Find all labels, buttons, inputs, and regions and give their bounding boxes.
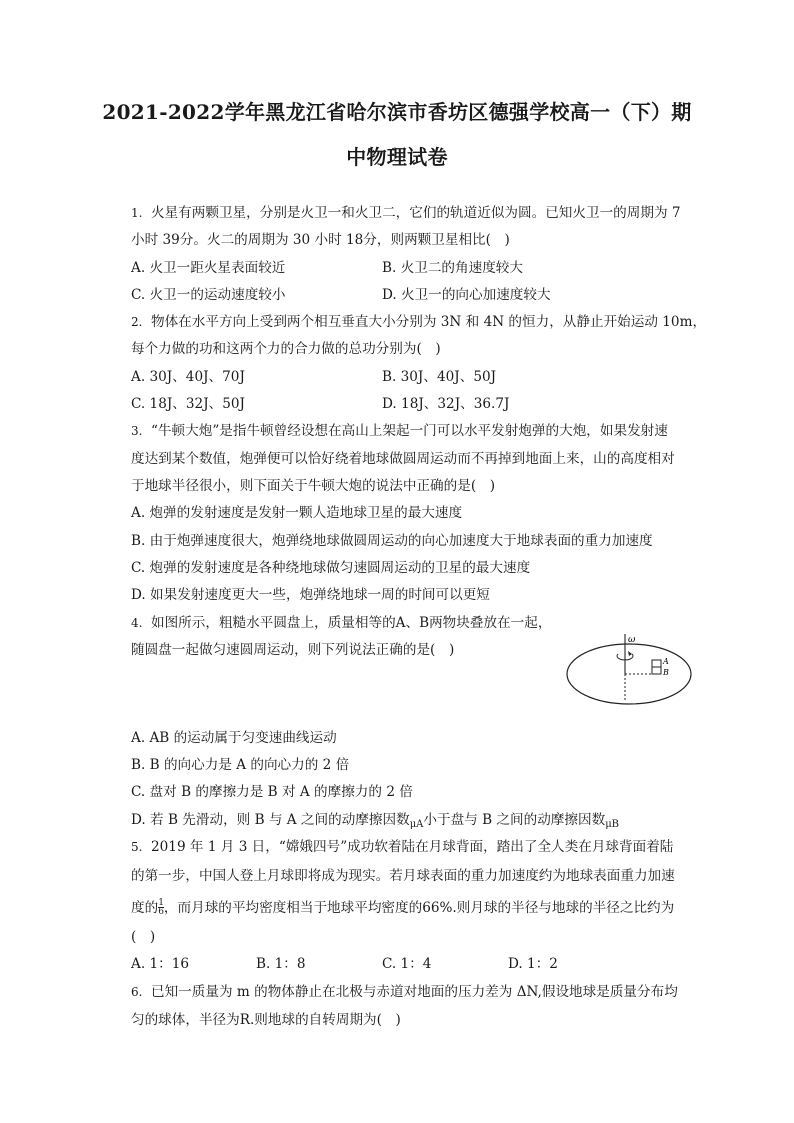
question-3-text (131, 421, 668, 441)
question-3-option-c: C. 炮弹的发射速度是各种绕地球做匀速圆周运动的卫星的最大速度 (131, 560, 531, 576)
block-b (652, 667, 661, 674)
question-5-line-3-pre: 度的 (131, 900, 159, 916)
page-title-line-2: 中物理试卷 (346, 145, 448, 169)
question-5-option-a: A. 1：16 (131, 956, 189, 972)
question-5-option-b: B. 1：8 (256, 956, 306, 972)
question-2-option-d: D. 18J、32J、36.7J (382, 396, 510, 412)
question-4-option-a: A. AB 的运动属于匀变速曲线运动 (131, 730, 337, 746)
question-2-option-b: B. 30J、40J、50J (382, 369, 497, 385)
question-6-line-1: 已知一质量为 m 的物体静止在北极与赤道对地面的压力差为 ΔN,假设地球是质量分布均 (151, 984, 678, 1000)
question-5-line-4: ( ) (131, 929, 156, 945)
question-5-text (131, 837, 673, 857)
question-3-option-b: B. 由于炮弹速度很大，炮弹绕地球做圆周运动的向心加速度大于地球表面的重力加速度 (131, 533, 653, 549)
question-4-text (131, 613, 551, 633)
question-4-option-d-mid: 小于盘与 B 之间的动摩擦因数 (423, 812, 606, 828)
question-5-option-c: C. 1：4 (382, 956, 432, 972)
question-2-line-2: 每个力做的功和这两个力的合力做的总功分别为( ) (131, 341, 441, 357)
question-5-line-2: 的第一步，中国人登上月球即将成为现实。若月球表面的重力加速度约为地球表面重力加速 (131, 868, 675, 884)
figure-b-label: B (663, 668, 669, 677)
question-1-number: 1. (131, 206, 143, 220)
fraction-denominator: 6 (158, 907, 164, 917)
figure-omega-label: ω (628, 635, 636, 645)
question-4-line-2: 随圆盘一起做匀速圆周运动，则下列说法正确的是( ) (131, 642, 455, 658)
question-6-number: 6. (131, 985, 143, 999)
question-4-option-c: C. 盘对 B 的摩擦力是 B 对 A 的摩擦力的 2 倍 (131, 784, 413, 800)
question-5-option-d: D. 1：2 (508, 956, 558, 972)
question-5-number: 5. (131, 840, 143, 854)
question-1-option-d: D. 火卫一的向心加速度较大 (382, 287, 551, 303)
mu-b-symbol: μB (605, 819, 620, 830)
question-1-line-1: 火星有两颗卫星，分别是火卫一和火卫二，它们的轨道近似为圆。已知火卫一的周期为 7 (151, 205, 681, 221)
question-3-line-2: 度达到某个数值，炮弹便可以恰好绕着地球做圆周运动而不再掉到地面上来，山的高度相对 (131, 451, 675, 467)
question-3-option-d: D. 如果发射速度更大一些，炮弹绕地球一周的时间可以更短 (131, 587, 490, 603)
question-1-option-a: A. 火卫一距火星表面较近 (131, 260, 286, 276)
question-5-line-1: 2019 年 1 月 3 日，“嫦娥四号”成功软着陆在月球背面，踏出了全人类在月球背面着陆 (151, 839, 674, 855)
question-2-option-a: A. 30J、40J、70J (131, 369, 245, 385)
question-4-number: 4. (131, 616, 143, 630)
question-3-number: 3. (131, 424, 143, 438)
rotation-arrowhead-icon (628, 651, 632, 656)
question-2-line-1: 物体在水平方向上受到两个相互垂直大小分别为 3N 和 4N 的恒力，从静止开始运动 10m， (151, 314, 707, 330)
question-2-number: 2. (131, 315, 143, 329)
block-a (652, 660, 661, 667)
question-4-option-d-pre: D. 若 B 先滑动，则 B 与 A 之间的动摩擦因数 (131, 812, 410, 828)
question-1-option-c: C. 火卫一的运动速度较小 (131, 287, 286, 303)
page-title-line-1: 2021-2022学年黑龙江省哈尔滨市香坊区德强学校高一（下）期 (102, 100, 692, 124)
figure-a-label: A (663, 657, 669, 666)
question-3-line-3: 于地球半径很小，则下面关于牛顿大炮的说法中正确的是( ) (131, 478, 496, 494)
question-1-line-2: 小时 39分。火二的周期为 30 小时 18分，则两颗卫星相比( ) (131, 232, 510, 248)
rotating-disk-figure (563, 628, 693, 708)
question-4-option-b: B. B 的向心力是 A 的向心力的 2 倍 (131, 757, 350, 773)
question-5-line-3-post: ，而月球的平均密度相当于地球平均密度的66%.则月球的半径与地球的半径之比约为 (163, 900, 675, 916)
question-4-line-1: 如图所示，粗糙水平圆盘上，质量相等的A、B两物块叠放在一起， (151, 615, 552, 631)
question-1-text (131, 203, 681, 223)
question-6-line-2: 匀的球体，半径为R.则地球的自转周期为( ) (131, 1012, 401, 1028)
question-1-option-b: B. 火卫二的角速度较大 (382, 260, 523, 276)
question-2-text (131, 312, 706, 332)
question-3-option-a: A. 炮弹的发射速度是发射一颗人造地球卫星的最大速度 (131, 505, 463, 521)
question-2-option-c: C. 18J、32J、50J (131, 396, 245, 412)
mu-a-symbol: μA (409, 819, 424, 830)
question-3-line-1: “牛顿大炮”是指牛顿曾经设想在高山上架起一门可以水平发射炮弹的大炮，如果发射速 (151, 423, 668, 439)
question-5-line-3 (131, 898, 674, 918)
question-4-option-d (131, 810, 619, 835)
question-6-text (131, 982, 678, 1002)
fraction-numerator: 1 (158, 898, 164, 908)
